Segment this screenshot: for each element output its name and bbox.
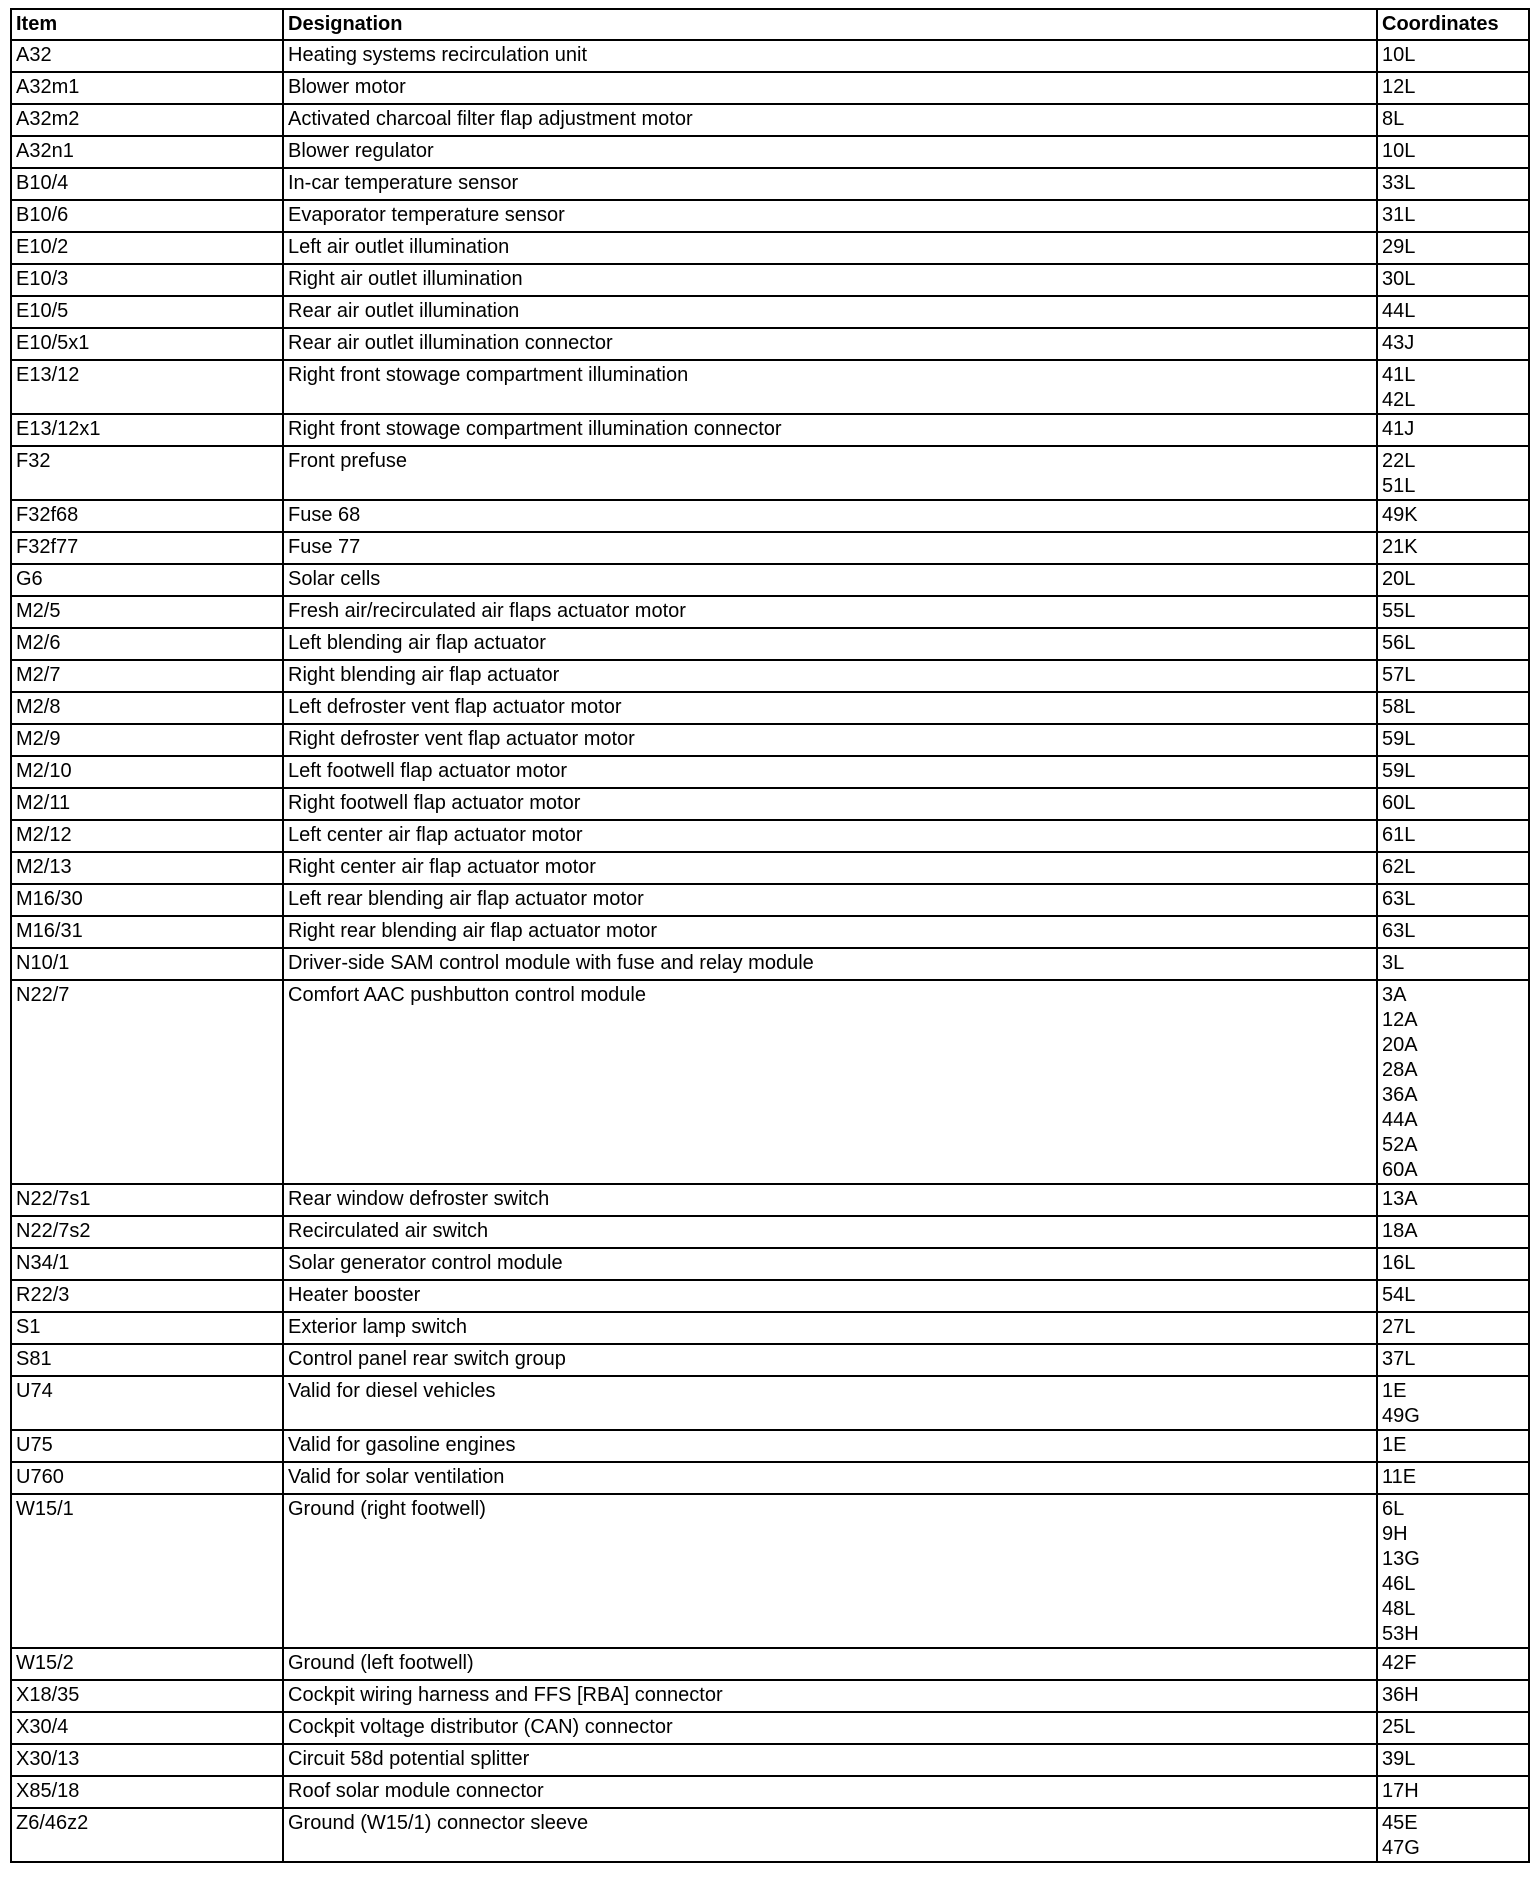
table-row: [11, 1744, 1529, 1776]
coordinates-cell: [1377, 1462, 1529, 1494]
designation-cell: Comfort AAC pushbutton control module: [283, 980, 1377, 1184]
coordinate-value: 53H: [1382, 1623, 1419, 1645]
designation-cell: Activated charcoal filter flap adjustment motor: [283, 104, 1377, 136]
table-row: [11, 136, 1529, 168]
table-row: [11, 104, 1529, 136]
item-cell: M2/10: [11, 756, 283, 788]
coordinate-value: 42L: [1382, 389, 1416, 411]
designation-cell: Rear air outlet illumination: [283, 296, 1377, 328]
designation-cell: Fuse 68: [283, 500, 1377, 532]
coordinate-value: 47G: [1382, 1837, 1420, 1859]
table-row: [11, 446, 1529, 500]
coordinate-value: 3L: [1382, 952, 1405, 974]
coordinates-cell: [1377, 168, 1529, 200]
table-row: [11, 628, 1529, 660]
designation-cell: Evaporator temperature sensor: [283, 200, 1377, 232]
coordinate-value: 60L: [1382, 792, 1416, 814]
item-cell: F32f77: [11, 532, 283, 564]
item-cell: U760: [11, 1462, 283, 1494]
item-cell: M2/12: [11, 820, 283, 852]
coordinate-value: 56L: [1382, 632, 1416, 654]
table-row: [11, 1184, 1529, 1216]
coordinates-cell: [1377, 884, 1529, 916]
designation-cell: Blower motor: [283, 72, 1377, 104]
table-row: [11, 328, 1529, 360]
coordinates-cell: [1377, 200, 1529, 232]
coordinate-value: 10L: [1382, 140, 1416, 162]
header-coordinates: Coordinates: [1377, 9, 1529, 40]
table-row: [11, 1776, 1529, 1808]
item-cell: E13/12x1: [11, 414, 283, 446]
item-cell: Z6/46z2: [11, 1808, 283, 1862]
item-cell: X30/4: [11, 1712, 283, 1744]
table-row: [11, 532, 1529, 564]
coordinates-cell: [1377, 596, 1529, 628]
coordinates-cell: [1377, 136, 1529, 168]
coordinate-value: 46L: [1382, 1573, 1416, 1595]
coordinate-value: 20A: [1382, 1034, 1418, 1056]
item-cell: W15/1: [11, 1494, 283, 1648]
designation-cell: Right blending air flap actuator: [283, 660, 1377, 692]
table-row: [11, 692, 1529, 724]
item-cell: M2/6: [11, 628, 283, 660]
coordinates-cell: [1377, 1808, 1529, 1862]
designation-cell: Solar generator control module: [283, 1248, 1377, 1280]
table-row: [11, 1648, 1529, 1680]
table-row: [11, 1216, 1529, 1248]
coordinates-cell: [1377, 1344, 1529, 1376]
coordinate-value: 63L: [1382, 888, 1416, 910]
coordinates-cell: [1377, 1648, 1529, 1680]
table-row: [11, 1280, 1529, 1312]
coordinate-value: 36H: [1382, 1684, 1419, 1706]
item-cell: M2/7: [11, 660, 283, 692]
coordinates-cell: [1377, 628, 1529, 660]
coordinate-value: 49G: [1382, 1405, 1420, 1427]
coordinates-cell: [1377, 820, 1529, 852]
designation-cell: Exterior lamp switch: [283, 1312, 1377, 1344]
designation-cell: Rear air outlet illumination connector: [283, 328, 1377, 360]
table-row: [11, 414, 1529, 446]
designation-cell: Control panel rear switch group: [283, 1344, 1377, 1376]
coordinate-value: 49K: [1382, 504, 1418, 526]
coordinate-value: 9H: [1382, 1523, 1408, 1545]
coordinate-value: 42F: [1382, 1652, 1417, 1674]
table-row: [11, 660, 1529, 692]
coordinates-cell: [1377, 1680, 1529, 1712]
designation-cell: Recirculated air switch: [283, 1216, 1377, 1248]
coordinate-value: 6L: [1382, 1498, 1405, 1520]
coordinate-value: 27L: [1382, 1316, 1416, 1338]
item-cell: E13/12: [11, 360, 283, 414]
item-cell: S81: [11, 1344, 283, 1376]
designation-cell: Driver-side SAM control module with fuse and relay module: [283, 948, 1377, 980]
coordinate-value: 20L: [1382, 568, 1416, 590]
table-row: [11, 596, 1529, 628]
item-cell: M16/31: [11, 916, 283, 948]
coordinates-cell: [1377, 1776, 1529, 1808]
item-cell: M2/8: [11, 692, 283, 724]
coordinate-value: 30L: [1382, 268, 1416, 290]
designation-cell: Left defroster vent flap actuator motor: [283, 692, 1377, 724]
designation-cell: Left footwell flap actuator motor: [283, 756, 1377, 788]
table-row: [11, 264, 1529, 296]
table-row: [11, 948, 1529, 980]
coordinate-value: 44A: [1382, 1109, 1418, 1131]
table-row: [11, 1462, 1529, 1494]
table-row: [11, 1712, 1529, 1744]
coordinates-cell: [1377, 40, 1529, 72]
header-item: Item: [11, 9, 283, 40]
coordinate-value: 1E: [1382, 1434, 1407, 1456]
coordinate-value: 41L: [1382, 364, 1416, 386]
item-cell: E10/2: [11, 232, 283, 264]
item-cell: F32: [11, 446, 283, 500]
item-cell: M2/13: [11, 852, 283, 884]
coordinates-cell: [1377, 1216, 1529, 1248]
item-cell: A32: [11, 40, 283, 72]
item-cell: A32m1: [11, 72, 283, 104]
item-cell: S1: [11, 1312, 283, 1344]
item-cell: M2/11: [11, 788, 283, 820]
coordinates-cell: [1377, 104, 1529, 136]
coordinates-cell: [1377, 756, 1529, 788]
coordinate-value: 18A: [1382, 1220, 1418, 1242]
coordinate-value: 43J: [1382, 332, 1415, 354]
coordinate-value: 44L: [1382, 300, 1416, 322]
table-row: [11, 1376, 1529, 1430]
coordinates-cell: [1377, 1312, 1529, 1344]
coordinates-cell: [1377, 1184, 1529, 1216]
coordinates-cell: [1377, 724, 1529, 756]
component-table: [10, 8, 1530, 1863]
coordinate-value: 62L: [1382, 856, 1416, 878]
coordinate-value: 21K: [1382, 536, 1418, 558]
designation-cell: Front prefuse: [283, 446, 1377, 500]
coordinates-cell: [1377, 72, 1529, 104]
coordinates-cell: [1377, 1712, 1529, 1744]
designation-cell: In-car temperature sensor: [283, 168, 1377, 200]
coordinates-cell: [1377, 328, 1529, 360]
header-row: [11, 9, 1529, 40]
item-cell: B10/6: [11, 200, 283, 232]
coordinate-value: 31L: [1382, 204, 1416, 226]
designation-cell: Cockpit voltage distributor (CAN) connector: [283, 1712, 1377, 1744]
designation-cell: Valid for solar ventilation: [283, 1462, 1377, 1494]
coordinate-value: 3A: [1382, 984, 1407, 1006]
designation-cell: Left blending air flap actuator: [283, 628, 1377, 660]
table-row: [11, 1248, 1529, 1280]
coordinate-value: 12L: [1382, 76, 1416, 98]
coordinate-value: 59L: [1382, 728, 1416, 750]
designation-cell: Valid for diesel vehicles: [283, 1376, 1377, 1430]
coordinate-value: 61L: [1382, 824, 1416, 846]
table-row: [11, 72, 1529, 104]
table-row: [11, 1494, 1529, 1648]
coordinates-cell: [1377, 264, 1529, 296]
coordinates-cell: [1377, 916, 1529, 948]
designation-cell: Right front stowage compartment illumination connector: [283, 414, 1377, 446]
coordinates-cell: [1377, 948, 1529, 980]
table-row: [11, 1312, 1529, 1344]
item-cell: M16/30: [11, 884, 283, 916]
item-cell: A32n1: [11, 136, 283, 168]
item-cell: U75: [11, 1430, 283, 1462]
coordinate-value: 54L: [1382, 1284, 1416, 1306]
header-designation: Designation: [283, 9, 1377, 40]
coordinates-cell: [1377, 414, 1529, 446]
item-cell: N10/1: [11, 948, 283, 980]
coordinate-value: 13A: [1382, 1188, 1418, 1210]
coordinate-value: 25L: [1382, 1716, 1416, 1738]
table-row: [11, 788, 1529, 820]
coordinates-cell: [1377, 1744, 1529, 1776]
table-row: [11, 360, 1529, 414]
coordinates-cell: [1377, 446, 1529, 500]
designation-cell: Left center air flap actuator motor: [283, 820, 1377, 852]
designation-cell: Roof solar module connector: [283, 1776, 1377, 1808]
coordinate-value: 41J: [1382, 418, 1415, 440]
item-cell: X85/18: [11, 1776, 283, 1808]
table-row: [11, 820, 1529, 852]
item-cell: G6: [11, 564, 283, 596]
item-cell: X18/35: [11, 1680, 283, 1712]
designation-cell: Heating systems recirculation unit: [283, 40, 1377, 72]
table-row: [11, 168, 1529, 200]
table-row: [11, 1344, 1529, 1376]
coordinate-value: 36A: [1382, 1084, 1418, 1106]
coordinate-value: 37L: [1382, 1348, 1416, 1370]
table-row: [11, 724, 1529, 756]
coordinate-value: 28A: [1382, 1059, 1418, 1081]
table-row: [11, 980, 1529, 1184]
item-cell: U74: [11, 1376, 283, 1430]
coordinate-value: 39L: [1382, 1748, 1416, 1770]
coordinate-value: 1E: [1382, 1380, 1407, 1402]
designation-cell: Cockpit wiring harness and FFS [RBA] connector: [283, 1680, 1377, 1712]
coordinate-value: 60A: [1382, 1159, 1418, 1181]
designation-cell: Ground (W15/1) connector sleeve: [283, 1808, 1377, 1862]
table-row: [11, 756, 1529, 788]
coordinate-value: 59L: [1382, 760, 1416, 782]
table-row: [11, 40, 1529, 72]
designation-cell: Left air outlet illumination: [283, 232, 1377, 264]
item-cell: N34/1: [11, 1248, 283, 1280]
coordinate-value: 57L: [1382, 664, 1416, 686]
designation-cell: Circuit 58d potential splitter: [283, 1744, 1377, 1776]
item-cell: N22/7s2: [11, 1216, 283, 1248]
item-cell: E10/5x1: [11, 328, 283, 360]
coordinates-cell: [1377, 1494, 1529, 1648]
table-row: [11, 1680, 1529, 1712]
table-row: [11, 564, 1529, 596]
coordinates-cell: [1377, 296, 1529, 328]
table-row: [11, 1808, 1529, 1862]
coordinates-cell: [1377, 1376, 1529, 1430]
designation-cell: Left rear blending air flap actuator motor: [283, 884, 1377, 916]
item-cell: E10/3: [11, 264, 283, 296]
coordinate-value: 22L: [1382, 450, 1416, 472]
coordinates-cell: [1377, 1248, 1529, 1280]
item-cell: F32f68: [11, 500, 283, 532]
coordinate-value: 17H: [1382, 1780, 1419, 1802]
item-cell: B10/4: [11, 168, 283, 200]
item-cell: R22/3: [11, 1280, 283, 1312]
coordinates-cell: [1377, 532, 1529, 564]
coordinates-cell: [1377, 980, 1529, 1184]
item-cell: E10/5: [11, 296, 283, 328]
coordinate-value: 10L: [1382, 44, 1416, 66]
designation-cell: Right rear blending air flap actuator motor: [283, 916, 1377, 948]
item-cell: A32m2: [11, 104, 283, 136]
table-row: [11, 852, 1529, 884]
designation-cell: Rear window defroster switch: [283, 1184, 1377, 1216]
designation-cell: Right defroster vent flap actuator motor: [283, 724, 1377, 756]
coordinate-value: 12A: [1382, 1009, 1418, 1031]
table-row: [11, 200, 1529, 232]
table-row: [11, 884, 1529, 916]
coordinate-value: 58L: [1382, 696, 1416, 718]
coordinate-value: 55L: [1382, 600, 1416, 622]
table-row: [11, 232, 1529, 264]
item-cell: N22/7: [11, 980, 283, 1184]
designation-cell: Blower regulator: [283, 136, 1377, 168]
table-row: [11, 916, 1529, 948]
coordinate-value: 63L: [1382, 920, 1416, 942]
coordinates-cell: [1377, 692, 1529, 724]
item-cell: X30/13: [11, 1744, 283, 1776]
item-cell: N22/7s1: [11, 1184, 283, 1216]
coordinate-value: 29L: [1382, 236, 1416, 258]
coordinate-value: 51L: [1382, 475, 1416, 497]
designation-cell: Solar cells: [283, 564, 1377, 596]
coordinates-cell: [1377, 1280, 1529, 1312]
table-row: [11, 296, 1529, 328]
coordinate-value: 45E: [1382, 1812, 1418, 1834]
item-cell: M2/9: [11, 724, 283, 756]
table-row: [11, 1430, 1529, 1462]
coordinate-value: 52A: [1382, 1134, 1418, 1156]
coordinates-cell: [1377, 232, 1529, 264]
coordinates-cell: [1377, 500, 1529, 532]
coordinates-cell: [1377, 360, 1529, 414]
coordinate-value: 11E: [1382, 1466, 1417, 1488]
designation-cell: Right center air flap actuator motor: [283, 852, 1377, 884]
designation-cell: Ground (left footwell): [283, 1648, 1377, 1680]
coordinates-cell: [1377, 1430, 1529, 1462]
coordinates-cell: [1377, 564, 1529, 596]
coordinate-value: 8L: [1382, 108, 1405, 130]
coordinate-value: 16L: [1382, 1252, 1416, 1274]
designation-cell: Right air outlet illumination: [283, 264, 1377, 296]
coordinate-value: 48L: [1382, 1598, 1416, 1620]
item-cell: M2/5: [11, 596, 283, 628]
coordinates-cell: [1377, 660, 1529, 692]
designation-cell: Right front stowage compartment illumination: [283, 360, 1377, 414]
coordinate-value: 13G: [1382, 1548, 1420, 1570]
designation-cell: Valid for gasoline engines: [283, 1430, 1377, 1462]
coordinates-cell: [1377, 852, 1529, 884]
designation-cell: Right footwell flap actuator motor: [283, 788, 1377, 820]
coordinate-value: 33L: [1382, 172, 1416, 194]
designation-cell: Heater booster: [283, 1280, 1377, 1312]
designation-cell: Fuse 77: [283, 532, 1377, 564]
item-cell: W15/2: [11, 1648, 283, 1680]
table-row: [11, 500, 1529, 532]
designation-cell: Ground (right footwell): [283, 1494, 1377, 1648]
coordinates-cell: [1377, 788, 1529, 820]
designation-cell: Fresh air/recirculated air flaps actuator motor: [283, 596, 1377, 628]
